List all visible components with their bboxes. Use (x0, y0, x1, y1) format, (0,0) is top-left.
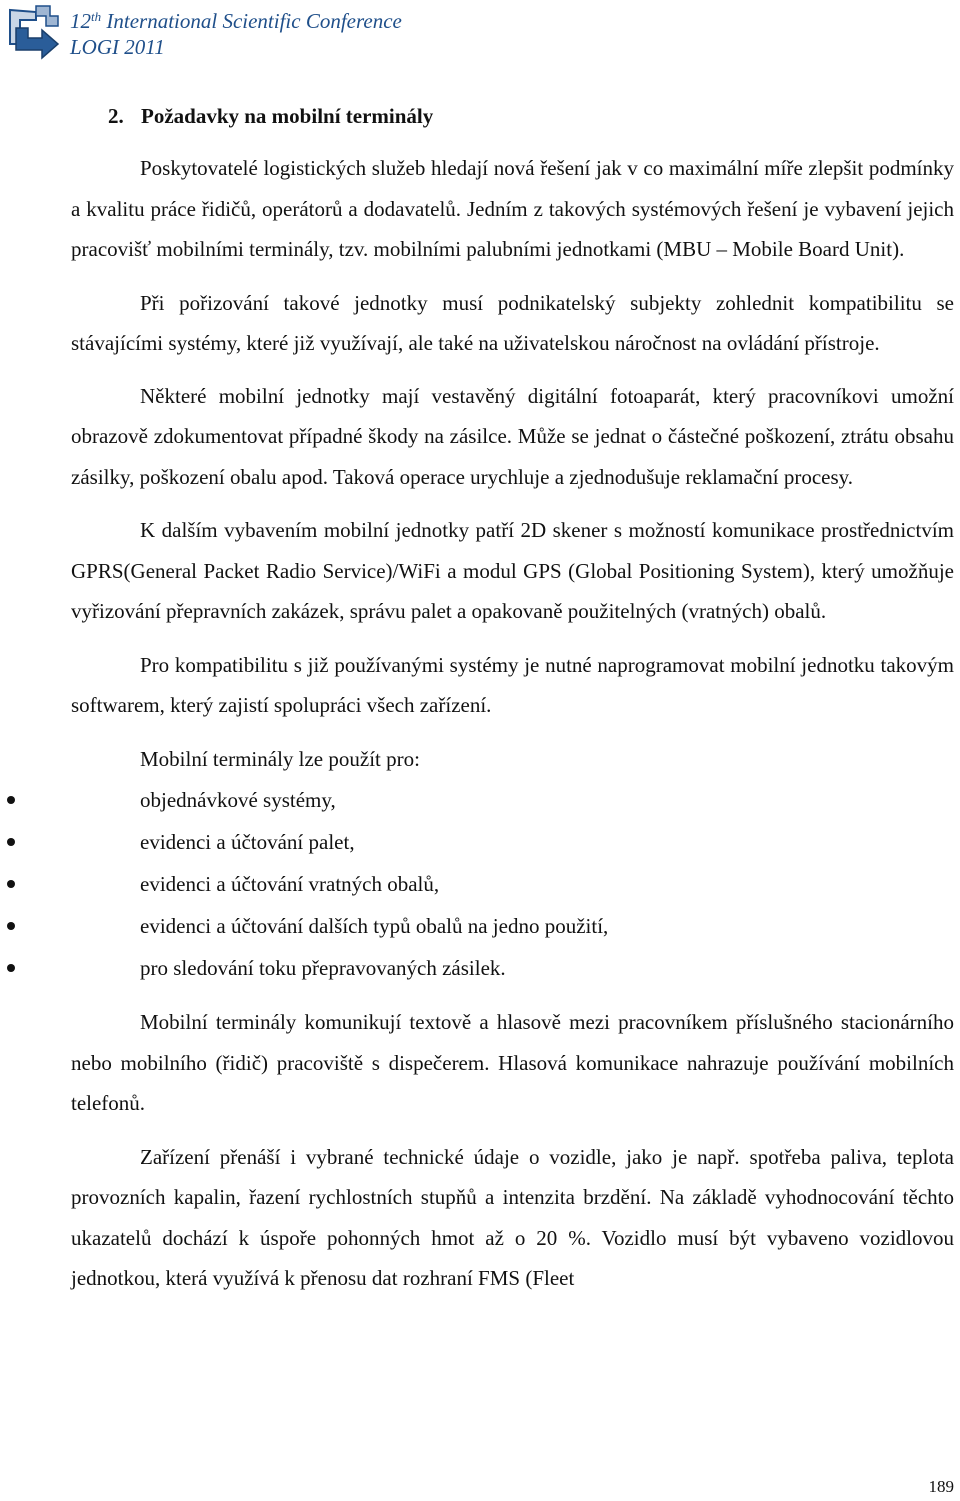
conference-ordinal-suffix: th (91, 9, 102, 24)
spacer (71, 136, 954, 148)
section-number: 2. (108, 104, 124, 128)
page-number: 189 (928, 1477, 954, 1496)
conference-name: LOGI 2011 (70, 35, 165, 59)
conference-title: International Scientific Conference (106, 9, 402, 33)
page-body (71, 96, 954, 1299)
paragraph-camera: Některé mobilní jednotky mají vestavěný digitální fotoaparát, který pracovníkovi umožní obrazově zdokumentovat případné škody na zásilce. Může se jednat o částečné poškození, ztrátu obsahu zásilky, poškození obalu apod. Taková operace urychluje a zjednodušuje reklamační procesy. (71, 383, 954, 489)
section-heading (108, 96, 954, 136)
paragraph-communication: Mobilní terminály komunikují textově a hlasově mezi pracovníkem příslušného stacionárního nebo mobilního (řidič) pracoviště s dispečerem. Hlasová komunikace nahrazuje používání mobilních telefonů. (71, 1010, 954, 1115)
paragraph-vehicle-data: Zařízení přenáší i vybrané technické údaje o vozidle, jako je např. spotřeba paliva, teplota provozních kapalin, řazení rychlostních stupňů a intenzita brzdění. Na základě vyhodnocování těchto ukazatelů dochází k úspoře pohonných hmot až o 20 %. Vozidlo musí být vybaveno vozidlovou jednotkou, která využívá k přenosu dat rozhraní FMS (Fleet (71, 1144, 954, 1290)
spacer (71, 364, 954, 376)
bullet-icon (7, 838, 15, 846)
paragraph-usage-intro: Mobilní terminály lze použít pro: (140, 746, 420, 771)
bullet-icon (7, 796, 15, 804)
paragraph-equipment: K dalším vybavením mobilní jednotky patří 2D skener s možností komunikace prostřednictvím GPRS(General Packet Radio Service)/WiFi a modul GPS (Global Positioning System), který umožňuje vyřizování přepravních zakázek, správu palet a opakovaně použitelných (vratných) obalů. (71, 518, 954, 623)
conference-title-block (70, 8, 402, 60)
spacer (71, 1124, 954, 1137)
bullet-icon (7, 880, 15, 888)
conference-number: 12 (70, 9, 91, 33)
spacer (71, 989, 954, 1002)
section-title: Požadavky na mobilní terminály (141, 104, 434, 128)
page-header (6, 4, 402, 66)
paragraph-intro: Poskytovatelé logistických služeb hledají nová řešení jak v co maximální míře zlepšit podmínky a kvalitu práce řidičů, operátorů a dodavatelů. Jedním z takových systémových řešení je vybavení jejich pracovišť mobilními terminály, tzv. mobilními palubními jednotkami (MBU – Mobile Board Unit). (71, 156, 954, 261)
spacer (71, 497, 954, 510)
list-item: evidenci a účtování palet, (7, 821, 954, 863)
paragraph-compatibility: Při pořizování takové jednotky musí podnikatelský subjekty zohlednit kompatibilitu se stávajícími systémy, které již využívají, ale také na uživatelskou náročnost na ovládání přístroje. (71, 290, 954, 355)
spacer (71, 270, 954, 283)
list-item: evidenci a účtování dalších typů obalů na jedno použití, (7, 905, 954, 947)
list-item: evidenci a účtování vratných obalů, (7, 863, 954, 905)
bullet-icon (7, 922, 15, 930)
list-item: objednávkové systémy, (7, 779, 954, 821)
paragraph-software: Pro kompatibilitu s již používanými systémy je nutné naprogramovat mobilní jednotku takovým softwarem, který zajistí spolupráci všech zařízení. (71, 652, 954, 717)
bullet-icon (7, 964, 15, 972)
spacer (71, 726, 954, 739)
conference-title-line (70, 8, 402, 34)
spacer (71, 632, 954, 645)
list-item: pro sledování toku přepravovaných zásilek. (7, 947, 954, 989)
conference-logo-icon (6, 4, 64, 62)
usage-list (7, 779, 954, 989)
